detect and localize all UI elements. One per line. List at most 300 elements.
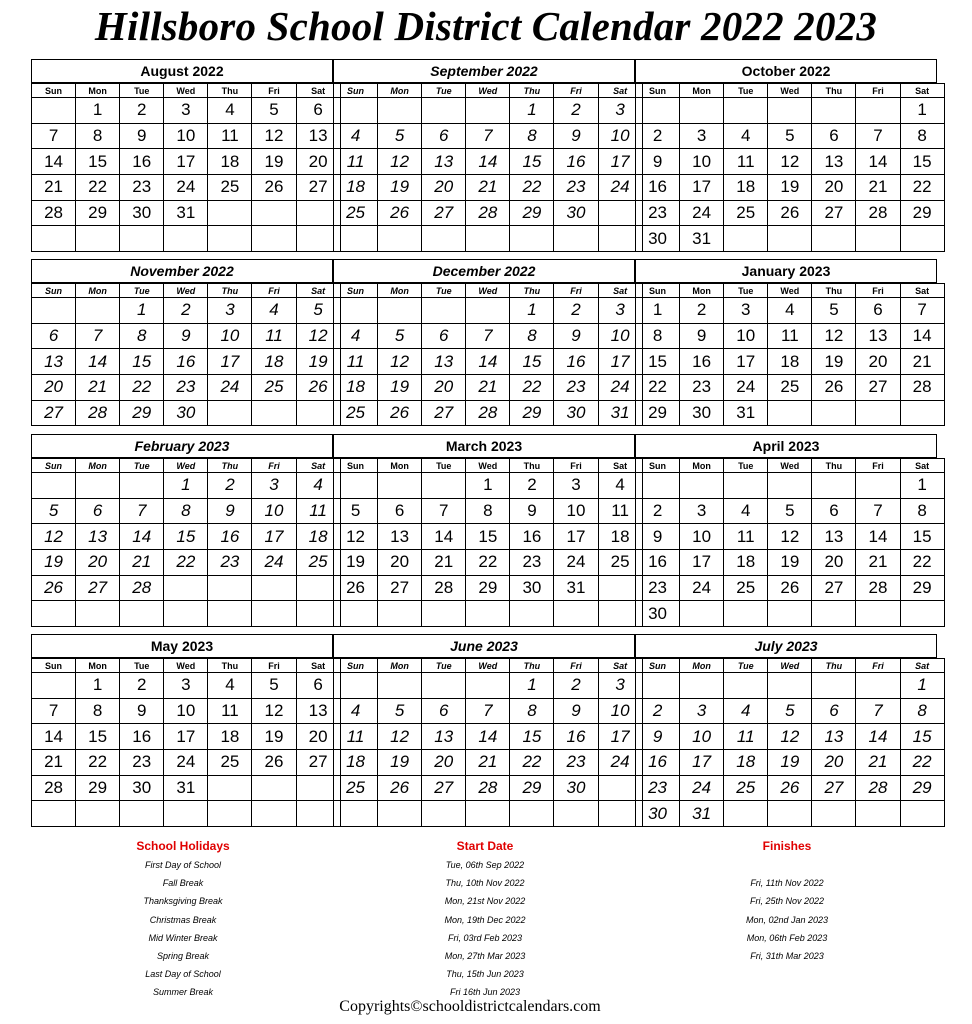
day-cell xyxy=(334,801,378,827)
day-cell: 8 xyxy=(76,698,120,724)
month-block xyxy=(31,59,333,252)
day-cell: 24 xyxy=(554,550,598,576)
day-of-week-header: Wed xyxy=(466,459,510,473)
day-cell: 7 xyxy=(32,123,76,149)
day-of-week-header: Sun xyxy=(636,84,680,98)
day-cell xyxy=(768,473,812,499)
day-of-week-header: Sun xyxy=(334,659,378,673)
holiday-item: Last Day of School xyxy=(145,969,221,980)
day-cell: 12 xyxy=(296,323,340,349)
day-cell: 26 xyxy=(768,775,812,801)
day-of-week-header: Sun xyxy=(636,284,680,298)
finish-date-item: Fri, 31th Mar 2023 xyxy=(750,950,824,961)
day-cell: 15 xyxy=(900,724,944,750)
day-cell: 13 xyxy=(378,524,422,550)
day-cell: 2 xyxy=(120,673,164,699)
day-cell: 24 xyxy=(598,375,642,401)
day-cell: 14 xyxy=(900,323,944,349)
month-title: June 2023 xyxy=(333,634,635,658)
day-cell: 21 xyxy=(466,750,510,776)
day-cell: 1 xyxy=(466,473,510,499)
day-of-week-header: Sat xyxy=(900,459,944,473)
day-cell xyxy=(466,673,510,699)
day-cell: 14 xyxy=(856,524,900,550)
day-cell: 11 xyxy=(724,149,768,175)
day-of-week-header: Thu xyxy=(208,284,252,298)
day-cell: 11 xyxy=(334,149,378,175)
day-cell: 22 xyxy=(466,550,510,576)
day-cell: 3 xyxy=(164,673,208,699)
day-cell: 21 xyxy=(856,750,900,776)
day-cell: 24 xyxy=(598,750,642,776)
day-cell: 21 xyxy=(900,349,944,375)
month-block xyxy=(635,259,937,426)
day-cell: 18 xyxy=(768,349,812,375)
day-cell xyxy=(680,98,724,124)
day-of-week-header: Mon xyxy=(378,459,422,473)
day-cell: 29 xyxy=(900,575,944,601)
month-title: March 2023 xyxy=(333,434,635,458)
day-cell: 2 xyxy=(636,698,680,724)
day-of-week-header: Sun xyxy=(32,459,76,473)
day-of-week-header: Tue xyxy=(120,84,164,98)
day-cell: 20 xyxy=(76,550,120,576)
day-cell xyxy=(422,801,466,827)
day-cell: 1 xyxy=(900,98,944,124)
finish-date-item: Mon, 06th Feb 2023 xyxy=(746,932,828,943)
day-cell xyxy=(856,801,900,827)
day-of-week-header: Sat xyxy=(900,284,944,298)
day-cell xyxy=(856,226,900,252)
holiday-item: Thanksgiving Break xyxy=(143,896,223,907)
day-cell: 27 xyxy=(856,375,900,401)
day-cell: 18 xyxy=(208,149,252,175)
day-cell xyxy=(208,601,252,627)
day-cell: 7 xyxy=(900,298,944,324)
day-cell: 24 xyxy=(680,775,724,801)
day-cell xyxy=(32,673,76,699)
day-cell: 8 xyxy=(510,698,554,724)
day-cell xyxy=(856,673,900,699)
day-cell: 5 xyxy=(296,298,340,324)
day-cell: 6 xyxy=(856,298,900,324)
day-cell: 13 xyxy=(812,524,856,550)
day-cell: 19 xyxy=(252,724,296,750)
day-cell: 4 xyxy=(334,123,378,149)
day-of-week-header: Mon xyxy=(378,659,422,673)
day-cell: 17 xyxy=(164,724,208,750)
day-cell: 25 xyxy=(334,200,378,226)
day-cell: 9 xyxy=(510,498,554,524)
day-cell xyxy=(768,673,812,699)
day-cell xyxy=(164,226,208,252)
month-title: September 2022 xyxy=(333,59,635,83)
day-cell: 7 xyxy=(466,323,510,349)
day-cell: 27 xyxy=(812,775,856,801)
day-cell: 8 xyxy=(76,123,120,149)
day-cell: 11 xyxy=(334,724,378,750)
day-cell xyxy=(120,226,164,252)
day-of-week-header: Sun xyxy=(334,284,378,298)
start-date-item: Mon, 27th Mar 2023 xyxy=(444,950,526,961)
day-cell: 15 xyxy=(900,524,944,550)
day-of-week-header: Wed xyxy=(768,84,812,98)
finishes-column xyxy=(686,838,888,1002)
day-of-week-header: Mon xyxy=(378,84,422,98)
day-cell: 30 xyxy=(636,801,680,827)
day-cell xyxy=(334,298,378,324)
day-cell: 6 xyxy=(378,498,422,524)
day-of-week-header: Tue xyxy=(724,284,768,298)
start-date-item: Mon, 21st Nov 2022 xyxy=(444,896,526,907)
day-of-week-header: Thu xyxy=(510,459,554,473)
day-cell xyxy=(768,98,812,124)
day-of-week-header: Sun xyxy=(334,84,378,98)
day-cell xyxy=(724,98,768,124)
day-cell: 19 xyxy=(378,750,422,776)
day-of-week-header: Sun xyxy=(334,459,378,473)
month-block xyxy=(333,259,635,426)
day-of-week-header: Mon xyxy=(76,659,120,673)
day-cell: 16 xyxy=(680,349,724,375)
day-cell: 26 xyxy=(768,575,812,601)
day-cell: 17 xyxy=(208,349,252,375)
day-cell: 10 xyxy=(724,323,768,349)
day-cell xyxy=(510,601,554,627)
day-cell: 3 xyxy=(208,298,252,324)
day-cell: 1 xyxy=(636,298,680,324)
day-cell: 17 xyxy=(598,149,642,175)
day-cell: 14 xyxy=(32,724,76,750)
month-block xyxy=(333,59,635,252)
day-cell: 30 xyxy=(680,400,724,426)
day-cell: 28 xyxy=(120,575,164,601)
day-of-week-header: Wed xyxy=(768,459,812,473)
day-cell xyxy=(812,601,856,627)
day-cell: 16 xyxy=(120,724,164,750)
day-cell xyxy=(208,575,252,601)
day-cell: 23 xyxy=(554,375,598,401)
day-cell: 24 xyxy=(164,175,208,201)
day-cell xyxy=(164,601,208,627)
day-cell: 1 xyxy=(164,473,208,499)
day-cell xyxy=(378,601,422,627)
day-cell: 27 xyxy=(296,750,340,776)
day-cell xyxy=(900,400,944,426)
day-cell xyxy=(120,601,164,627)
day-cell: 6 xyxy=(812,698,856,724)
page-title: Hillsboro School District Calendar 2022 2023 xyxy=(94,3,878,49)
day-cell xyxy=(466,226,510,252)
day-cell: 19 xyxy=(378,175,422,201)
day-of-week-header: Sat xyxy=(296,659,340,673)
day-cell: 7 xyxy=(856,698,900,724)
day-cell: 9 xyxy=(120,698,164,724)
day-cell: 29 xyxy=(510,400,554,426)
day-of-week-header: Fri xyxy=(554,459,598,473)
day-cell: 15 xyxy=(466,524,510,550)
day-cell: 30 xyxy=(120,200,164,226)
day-cell: 23 xyxy=(636,575,680,601)
day-cell xyxy=(208,775,252,801)
day-cell: 25 xyxy=(724,575,768,601)
day-cell: 3 xyxy=(680,698,724,724)
day-cell: 12 xyxy=(768,524,812,550)
day-cell: 8 xyxy=(900,123,944,149)
day-cell: 22 xyxy=(510,750,554,776)
day-cell xyxy=(724,601,768,627)
day-cell xyxy=(32,801,76,827)
day-cell: 28 xyxy=(32,775,76,801)
day-cell: 20 xyxy=(296,724,340,750)
day-cell: 20 xyxy=(32,375,76,401)
day-cell: 25 xyxy=(252,375,296,401)
day-cell: 18 xyxy=(334,375,378,401)
day-cell xyxy=(680,601,724,627)
day-cell: 24 xyxy=(724,375,768,401)
day-cell: 27 xyxy=(812,575,856,601)
day-cell: 2 xyxy=(554,673,598,699)
day-cell: 28 xyxy=(76,400,120,426)
day-cell: 27 xyxy=(296,175,340,201)
month-block xyxy=(635,59,937,252)
day-cell: 28 xyxy=(856,775,900,801)
day-cell: 10 xyxy=(598,123,642,149)
day-cell: 9 xyxy=(636,524,680,550)
day-cell: 24 xyxy=(680,575,724,601)
day-cell: 31 xyxy=(164,200,208,226)
day-of-week-header: Fri xyxy=(252,284,296,298)
day-of-week-header: Sat xyxy=(598,284,642,298)
day-cell: 13 xyxy=(296,698,340,724)
day-cell: 13 xyxy=(296,123,340,149)
day-cell: 8 xyxy=(900,698,944,724)
day-of-week-header: Wed xyxy=(466,84,510,98)
day-cell: 19 xyxy=(768,550,812,576)
day-cell xyxy=(724,673,768,699)
day-cell: 22 xyxy=(76,750,120,776)
day-cell xyxy=(812,226,856,252)
day-cell: 10 xyxy=(164,123,208,149)
day-of-week-header: Fri xyxy=(856,659,900,673)
day-cell: 25 xyxy=(208,750,252,776)
day-cell: 11 xyxy=(296,498,340,524)
day-of-week-header: Wed xyxy=(164,284,208,298)
start-date-item: Fri 16th Jun 2023 xyxy=(449,987,521,998)
day-cell xyxy=(466,601,510,627)
day-cell: 1 xyxy=(76,673,120,699)
day-cell: 6 xyxy=(422,323,466,349)
day-cell: 19 xyxy=(768,175,812,201)
day-cell: 24 xyxy=(164,750,208,776)
day-of-week-header: Thu xyxy=(812,284,856,298)
day-cell xyxy=(422,226,466,252)
day-cell: 26 xyxy=(252,175,296,201)
day-cell: 14 xyxy=(466,149,510,175)
day-of-week-header: Sat xyxy=(296,459,340,473)
day-cell: 4 xyxy=(208,98,252,124)
finish-date-item: Fri, 11th Nov 2022 xyxy=(750,878,824,889)
day-cell: 13 xyxy=(32,349,76,375)
day-cell xyxy=(378,298,422,324)
day-cell xyxy=(768,601,812,627)
day-cell: 29 xyxy=(900,200,944,226)
day-cell: 21 xyxy=(76,375,120,401)
day-cell: 31 xyxy=(598,400,642,426)
day-cell xyxy=(768,801,812,827)
day-of-week-header: Mon xyxy=(680,659,724,673)
day-cell xyxy=(724,226,768,252)
day-cell: 3 xyxy=(554,473,598,499)
day-cell xyxy=(120,473,164,499)
finish-date-item: Mon, 02nd Jan 2023 xyxy=(745,914,829,925)
day-cell xyxy=(900,601,944,627)
month-block xyxy=(333,434,635,627)
day-cell: 22 xyxy=(510,375,554,401)
day-cell: 27 xyxy=(422,775,466,801)
day-of-week-header: Thu xyxy=(812,659,856,673)
month-block xyxy=(31,634,333,827)
day-of-week-header: Tue xyxy=(724,459,768,473)
month-title: May 2023 xyxy=(31,634,333,658)
day-of-week-header: Sun xyxy=(636,659,680,673)
day-cell: 21 xyxy=(422,550,466,576)
day-cell xyxy=(378,801,422,827)
month-title: November 2022 xyxy=(31,259,333,283)
day-cell: 7 xyxy=(466,698,510,724)
day-cell: 25 xyxy=(724,775,768,801)
day-cell: 2 xyxy=(636,498,680,524)
day-cell: 16 xyxy=(554,149,598,175)
day-cell: 17 xyxy=(724,349,768,375)
calendar-grid xyxy=(31,59,937,836)
day-cell: 29 xyxy=(466,575,510,601)
day-cell: 25 xyxy=(296,550,340,576)
day-cell: 25 xyxy=(724,200,768,226)
day-cell xyxy=(208,200,252,226)
day-cell: 1 xyxy=(900,673,944,699)
day-cell: 9 xyxy=(554,698,598,724)
day-cell xyxy=(252,601,296,627)
month-title: April 2023 xyxy=(635,434,937,458)
day-cell: 1 xyxy=(76,98,120,124)
day-cell xyxy=(812,98,856,124)
day-cell: 29 xyxy=(900,775,944,801)
day-cell: 28 xyxy=(466,200,510,226)
day-cell xyxy=(252,575,296,601)
day-cell: 14 xyxy=(422,524,466,550)
day-cell: 6 xyxy=(812,123,856,149)
day-of-week-header: Tue xyxy=(120,659,164,673)
day-cell: 20 xyxy=(296,149,340,175)
day-cell xyxy=(422,601,466,627)
day-cell: 6 xyxy=(422,698,466,724)
day-of-week-header: Sat xyxy=(296,84,340,98)
day-cell: 1 xyxy=(510,98,554,124)
day-of-week-header: Fri xyxy=(554,659,598,673)
day-cell: 19 xyxy=(252,149,296,175)
day-of-week-header: Sat xyxy=(296,284,340,298)
day-of-week-header: Thu xyxy=(812,459,856,473)
day-cell: 3 xyxy=(598,298,642,324)
day-cell: 11 xyxy=(252,323,296,349)
day-cell: 17 xyxy=(252,524,296,550)
day-cell: 31 xyxy=(680,226,724,252)
day-cell xyxy=(76,601,120,627)
day-cell: 13 xyxy=(856,323,900,349)
day-of-week-header: Fri xyxy=(252,459,296,473)
day-of-week-header: Wed xyxy=(164,659,208,673)
day-cell: 14 xyxy=(856,724,900,750)
day-cell: 26 xyxy=(296,375,340,401)
day-cell: 28 xyxy=(466,400,510,426)
month-title: August 2022 xyxy=(31,59,333,83)
day-cell xyxy=(554,601,598,627)
day-cell: 20 xyxy=(812,550,856,576)
day-cell: 5 xyxy=(768,698,812,724)
day-cell: 8 xyxy=(510,323,554,349)
month-title: January 2023 xyxy=(635,259,937,283)
day-cell: 23 xyxy=(554,175,598,201)
day-of-week-header: Sat xyxy=(598,459,642,473)
day-cell: 1 xyxy=(900,473,944,499)
day-cell: 20 xyxy=(422,375,466,401)
day-cell: 10 xyxy=(208,323,252,349)
day-cell: 15 xyxy=(636,349,680,375)
day-cell: 1 xyxy=(120,298,164,324)
day-cell: 8 xyxy=(900,498,944,524)
day-cell xyxy=(378,473,422,499)
day-cell: 7 xyxy=(76,323,120,349)
day-cell: 1 xyxy=(510,298,554,324)
day-cell xyxy=(724,473,768,499)
day-cell: 14 xyxy=(466,349,510,375)
day-cell: 5 xyxy=(252,98,296,124)
day-cell xyxy=(554,801,598,827)
day-of-week-header: Sat xyxy=(900,84,944,98)
day-cell: 16 xyxy=(208,524,252,550)
day-cell: 27 xyxy=(76,575,120,601)
day-cell: 31 xyxy=(554,575,598,601)
day-of-week-header: Sat xyxy=(598,84,642,98)
day-cell: 22 xyxy=(636,375,680,401)
day-cell: 5 xyxy=(252,673,296,699)
day-cell: 21 xyxy=(120,550,164,576)
day-cell: 21 xyxy=(466,175,510,201)
day-cell: 9 xyxy=(636,724,680,750)
day-cell: 26 xyxy=(812,375,856,401)
start-date-header: Start Date xyxy=(456,839,514,853)
month-block xyxy=(635,634,937,827)
day-cell xyxy=(120,801,164,827)
start-date-item: Tue, 06th Sep 2022 xyxy=(445,860,525,870)
day-cell: 5 xyxy=(32,498,76,524)
day-cell: 15 xyxy=(164,524,208,550)
day-cell: 4 xyxy=(724,123,768,149)
day-cell xyxy=(334,98,378,124)
day-cell: 9 xyxy=(164,323,208,349)
day-cell: 11 xyxy=(724,724,768,750)
day-cell xyxy=(812,400,856,426)
day-cell: 4 xyxy=(768,298,812,324)
holidays-header: School Holidays xyxy=(136,839,230,853)
day-cell xyxy=(636,473,680,499)
day-cell: 11 xyxy=(768,323,812,349)
day-cell: 4 xyxy=(296,473,340,499)
day-cell xyxy=(252,801,296,827)
day-cell: 11 xyxy=(724,524,768,550)
day-cell: 14 xyxy=(120,524,164,550)
